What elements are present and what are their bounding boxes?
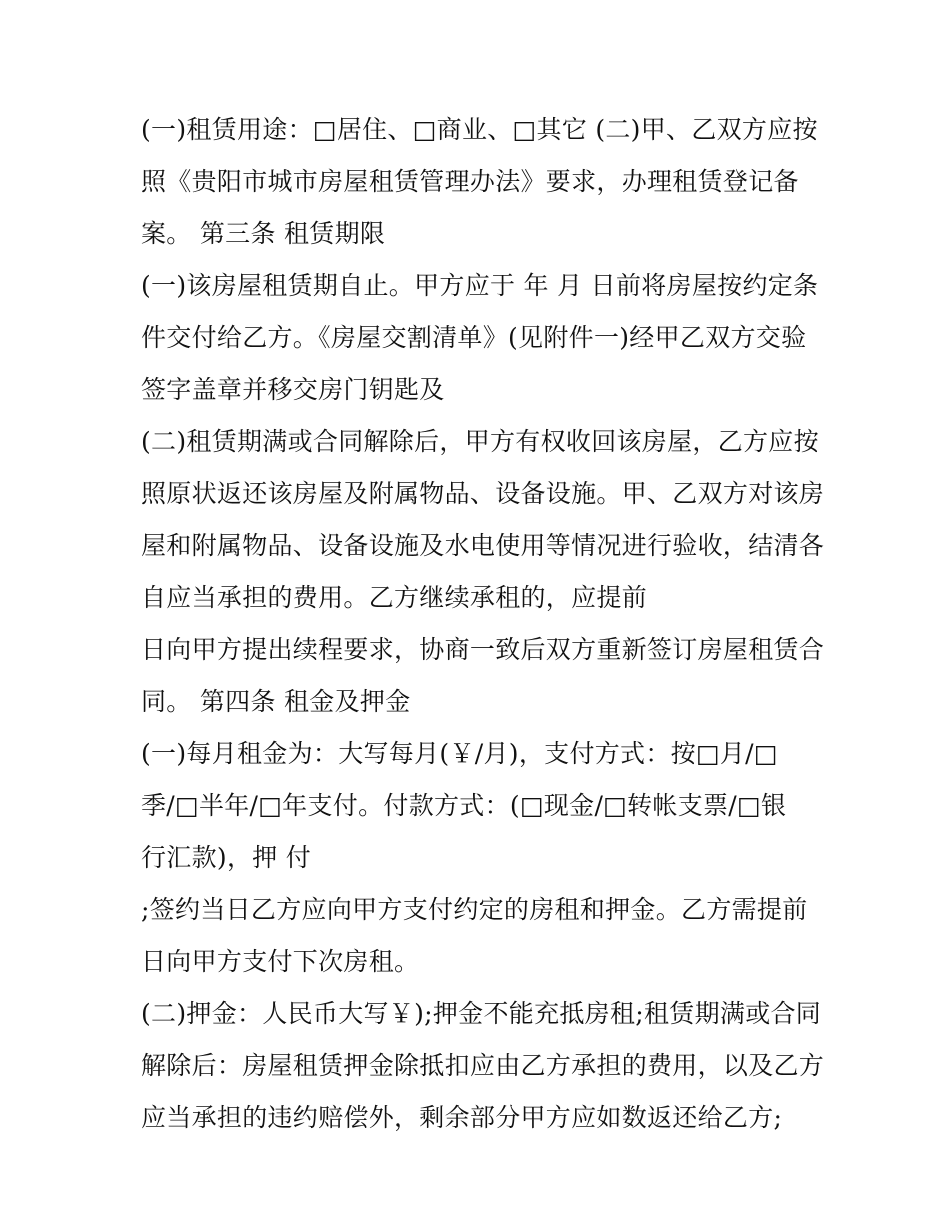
text-line: 解除后：房屋租赁押金除抵扣应由乙方承担的费用，以及乙方 <box>141 1051 825 1080</box>
text-line: 件交付给乙方。《房屋交割清单》(见附件一)经甲乙双方交验 <box>141 323 807 352</box>
text-line: (一)该房屋租赁期自止。甲方应于 年 月 日前将房屋按约定条 <box>141 271 819 300</box>
text-line: 日向甲方提出续程要求，协商一致后双方重新签订房屋租赁合 <box>141 635 825 664</box>
document-body <box>141 104 841 1144</box>
text-line: (二)租赁期满或合同解除后，甲方有权收回该房屋，乙方应按 <box>141 427 819 456</box>
text-line: ;签约当日乙方应向甲方支付约定的房租和押金。乙方需提前 <box>141 895 808 924</box>
text-line: 屋和附属物品、设备设施及水电使用等情况进行验收，结清各 <box>141 531 825 560</box>
text-line: (一)每月租金为：大写每月(￥/月)，支付方式：按□月/□ <box>141 739 778 768</box>
text-line: (一)租赁用途：□居住、□商业、□其它 (二)甲、乙双方应按 <box>141 115 818 144</box>
text-line: 案。 第三条 租赁期限 <box>141 219 386 248</box>
text-line: 照《贵阳市城市房屋租赁管理办法》要求，办理租赁登记备 <box>141 167 799 196</box>
text-line: 应当承担的违约赔偿外，剩余部分甲方应如数返还给乙方; <box>141 1103 783 1132</box>
text-line: (二)押金：人民币大写￥);押金不能充抵房租;租赁期满或合同 <box>141 999 822 1028</box>
text-line: 同。 第四条 租金及押金 <box>141 687 411 716</box>
text-line: 行汇款)，押 付 <box>141 843 312 872</box>
text-line: 日向甲方支付下次房租。 <box>141 947 420 976</box>
text-line: 自应当承担的费用。乙方继续承租的，应提前 <box>141 583 648 612</box>
text-line: 照原状返还该房屋及附属物品、设备设施。甲、乙双方对该房 <box>141 479 825 508</box>
text-line: 签字盖章并移交房门钥匙及 <box>141 375 445 404</box>
text-line: 季/□半年/□年支付。付款方式：(□现金/□转帐支票/□银 <box>141 791 787 820</box>
